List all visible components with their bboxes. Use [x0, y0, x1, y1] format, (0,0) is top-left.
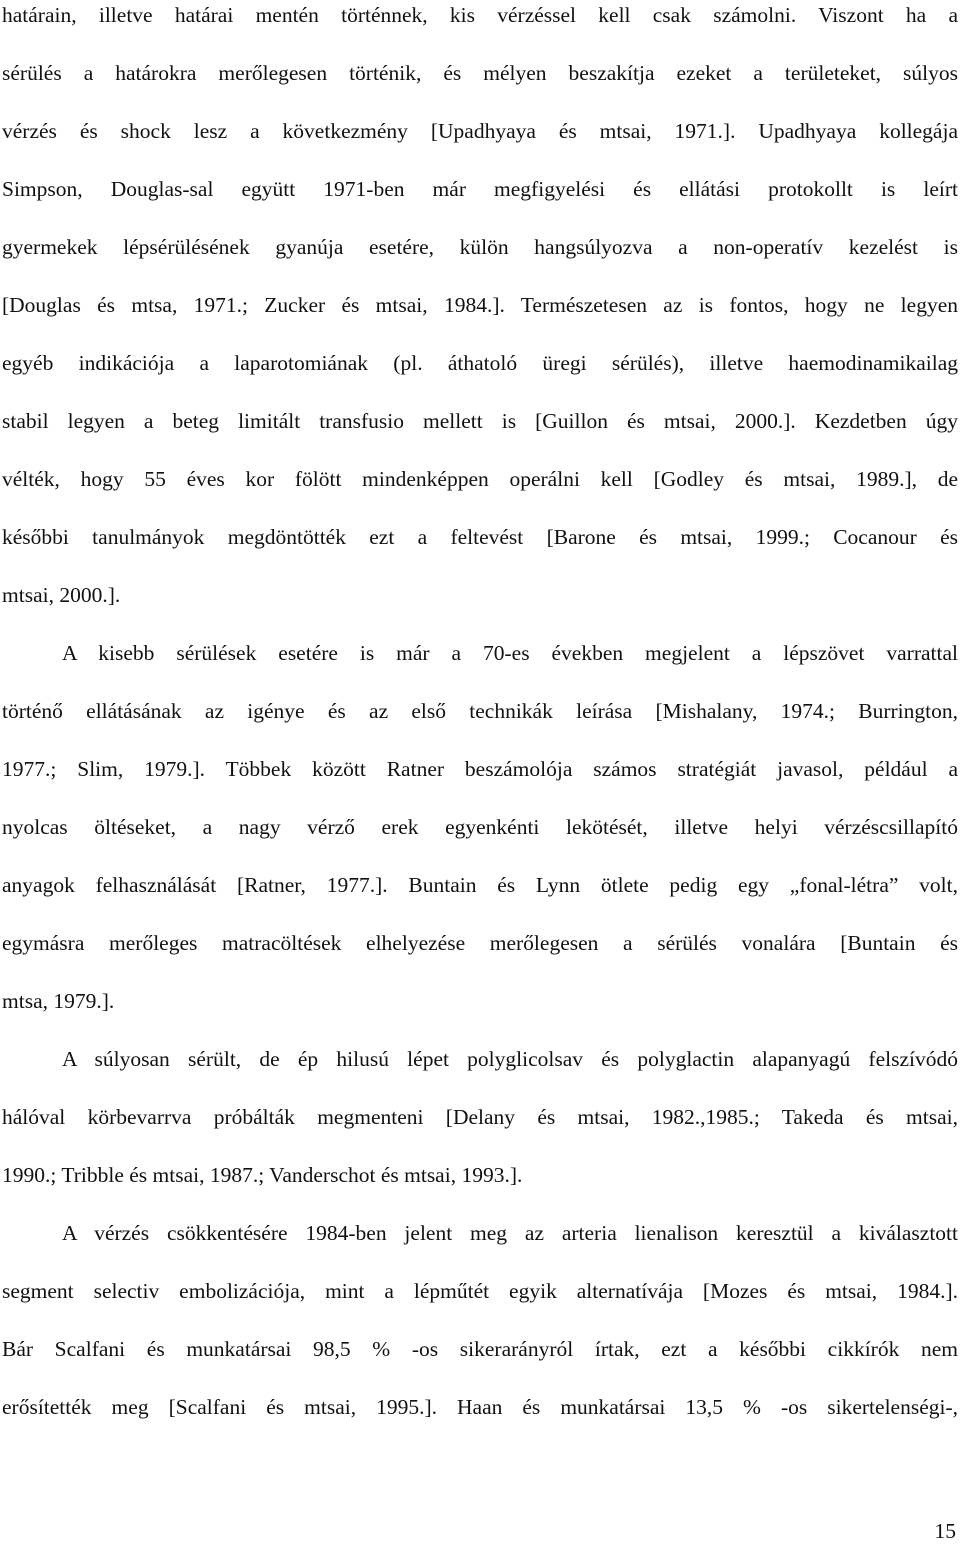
text-line: 1977.; Slim, 1979.]. Többek között Ratner beszámolója számos stratégiát javasol, például a	[2, 757, 958, 781]
text-line: hálóval körbevarrva próbálták megmenteni [Delany és mtsai, 1982.,1985.; Takeda és mtsai,	[2, 1105, 958, 1129]
text-line: nyolcas öltéseket, a nagy vérző erek egyenkénti lekötését, illetve helyi vérzéscsillapító	[2, 815, 958, 839]
text-line: stabil legyen a beteg limitált transfusio mellett is [Guillon és mtsai, 2000.]. Kezdetben úgy	[2, 409, 958, 433]
text-line: vérzés és shock lesz a következmény [Upadhyaya és mtsai, 1971.]. Upadhyaya kollegája	[2, 119, 958, 143]
text-line: határain, illetve határai mentén történnek, kis vérzéssel kell csak számolni. Viszont ha a	[2, 3, 958, 27]
text-line: sérülés a határokra merőlegesen történik, és mélyen beszakítja ezeket a területeket, súlyos	[2, 61, 958, 85]
text-line: segment selectiv embolizációja, mint a lépműtét egyik alternatívája [Mozes és mtsai, 1984.].	[2, 1279, 958, 1303]
text-line: gyermekek lépsérülésének gyanúja esetére, külön hangsúlyozva a non-operatív kezelést is	[2, 235, 958, 259]
text-line: vélték, hogy 55 éves kor fölött mindenképpen operálni kell [Godley és mtsai, 1989.], de	[2, 467, 958, 491]
page-number: 15	[934, 1519, 956, 1543]
text-line: Simpson, Douglas-sal együtt 1971-ben már megfigyelési és ellátási protokollt is leírt	[2, 177, 958, 201]
text-line: 1990.; Tribble és mtsai, 1987.; Vanderschot és mtsai, 1993.].	[2, 1163, 523, 1187]
text-line: mtsa, 1979.].	[2, 989, 115, 1013]
text-line: A súlyosan sérült, de ép hilusú lépet polyglicolsav és polyglactin alapanyagú felszívódó	[62, 1047, 958, 1071]
text-line: A kisebb sérülések esetére is már a 70-es években megjelent a lépszövet varrattal	[62, 641, 958, 665]
text-line: erősítették meg [Scalfani és mtsai, 1995.]. Haan és munkatársai 13,5 % -os sikertelenségi-,	[2, 1395, 958, 1419]
text-line: történő ellátásának az igénye és az első technikák leírása [Mishalany, 1974.; Burrington,	[2, 699, 958, 723]
text-line: Bár Scalfani és munkatársai 98,5 % -os sikerarányról írtak, ezt a későbbi cikkírók nem	[2, 1337, 958, 1361]
text-line: mtsai, 2000.].	[2, 583, 121, 607]
text-line: A vérzés csökkentésére 1984-ben jelent meg az arteria lienalison keresztül a kiválasztott	[62, 1221, 958, 1245]
text-line: egyéb indikációja a laparotomiának (pl. áthatoló üregi sérülés), illetve haemodinamikailag	[2, 351, 958, 375]
text-line: anyagok felhasználását [Ratner, 1977.]. Buntain és Lynn ötlete pedig egy „fonal-létra” volt,	[2, 873, 958, 897]
text-line: egymásra merőleges matracöltések elhelyezése merőlegesen a sérülés vonalára [Buntain és	[2, 931, 958, 955]
text-line: [Douglas és mtsa, 1971.; Zucker és mtsai, 1984.]. Természetesen az is fontos, hogy ne legyen	[2, 293, 958, 317]
text-line: későbbi tanulmányok megdöntötték ezt a feltevést [Barone és mtsai, 1999.; Cocanour és	[2, 525, 958, 549]
